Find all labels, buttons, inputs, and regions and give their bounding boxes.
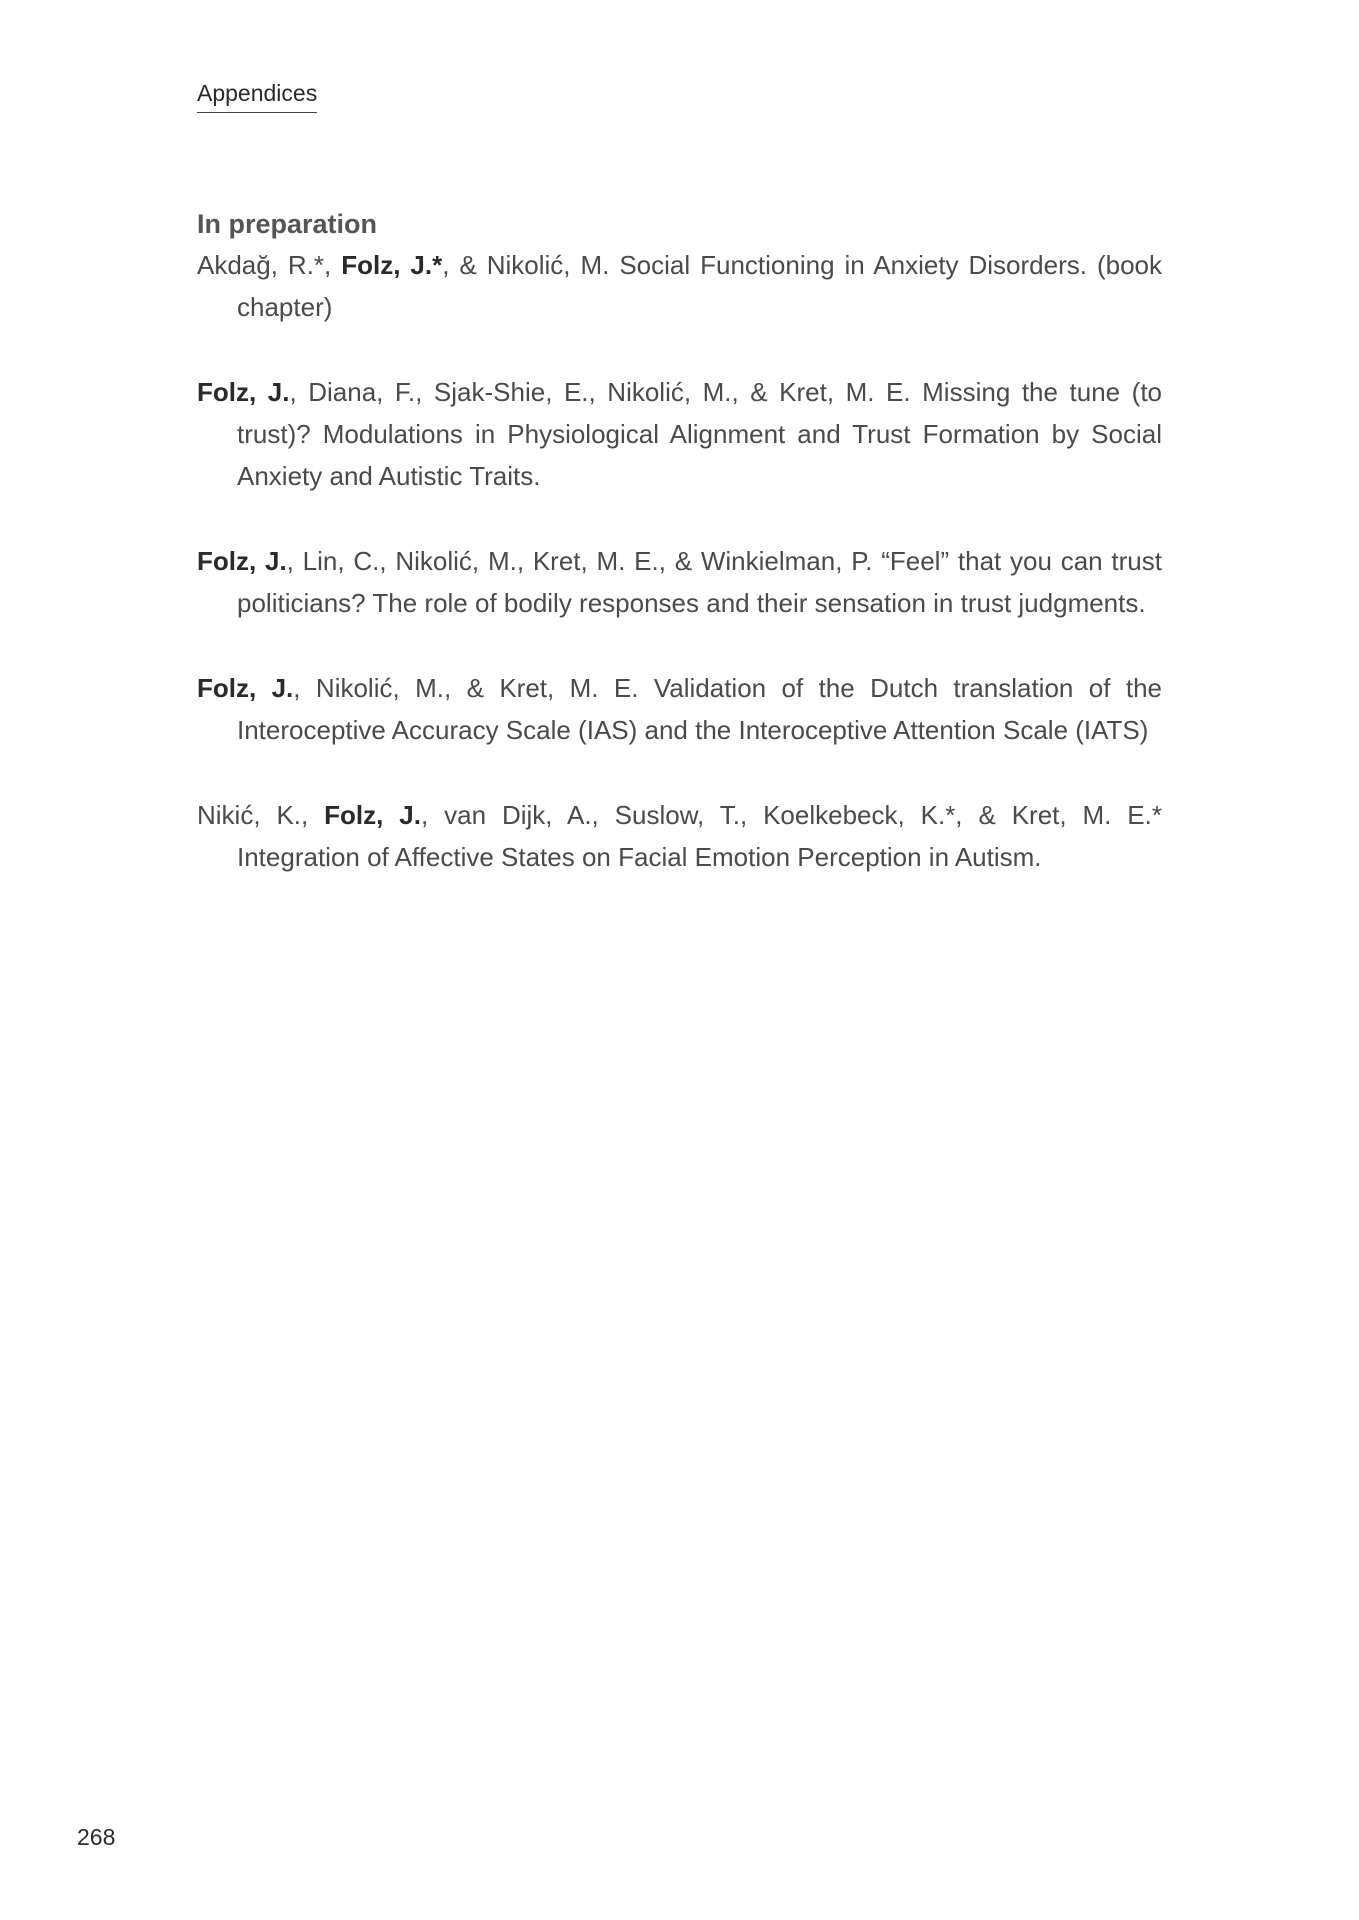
reference-body: , Diana, F., Sjak-Shie, E., Nikolić, M., & Kret, M. E. Missing the tune (to trust)? Modulations in Physiological Alignment and Trust Formation by Social Anxiety and Autistic Traits. xyxy=(237,377,1163,491)
section-heading: In preparation xyxy=(197,209,378,239)
reference-body: , & Nikolić, M. Social Functioning in Anxiety Disorders. (book chapter) xyxy=(237,250,1162,322)
page-number: 268 xyxy=(77,1824,116,1850)
reference-body: , Nikolić, M., & Kret, M. E. Validation of the Dutch translation of the Interoceptive Accuracy Scale (IAS) and the Interoceptive Attention Scale (IATS) xyxy=(237,673,1162,745)
reference-item xyxy=(197,244,1162,328)
reference-highlighted-author: Folz, J. xyxy=(197,377,290,407)
reference-item xyxy=(197,371,1162,497)
reference-body: , van Dijk, A., Suslow, T., Koelkebeck, K.*, & Kret, M. E.* Integration of Affective States on Facial Emotion Perception in Autism. xyxy=(237,800,1162,872)
publications-section xyxy=(197,204,1162,878)
reference-highlighted-author: Folz, J. xyxy=(197,673,294,703)
reference-item xyxy=(197,540,1162,624)
reference-highlighted-author: Folz, J. xyxy=(197,546,287,576)
running-header: Appendices xyxy=(197,80,317,113)
reference-body: , Lin, C., Nikolić, M., Kret, M. E., & Winkielman, P. “Feel” that you can trust politicians? The role of bodily responses and their sensation in trust judgments. xyxy=(237,546,1162,618)
reference-authors-before: Nikić, K., xyxy=(197,800,325,830)
reference-highlighted-author: Folz, J. xyxy=(324,800,421,830)
reference-authors-before: Akdağ, R.*, xyxy=(197,250,342,280)
reference-item xyxy=(197,667,1162,751)
reference-item xyxy=(197,794,1162,878)
reference-highlighted-author: Folz, J.* xyxy=(341,250,443,280)
